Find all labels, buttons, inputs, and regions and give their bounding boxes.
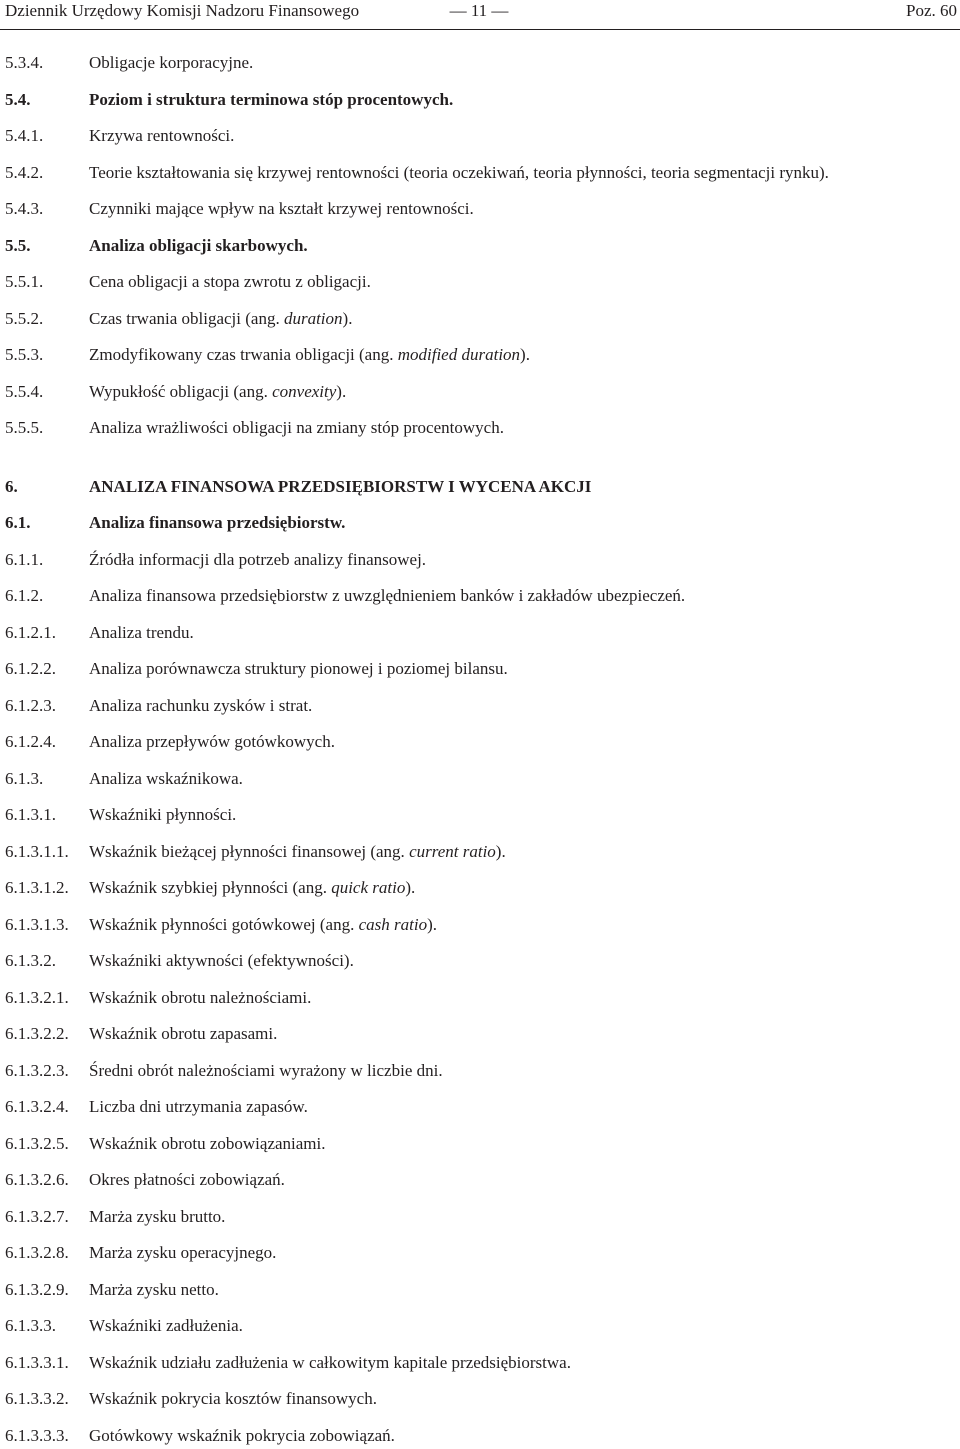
- item-title-text: Wskaźniki płynności.: [89, 805, 237, 824]
- item-title: [89, 474, 591, 500]
- item-title: [89, 1204, 225, 1230]
- list-item: [0, 415, 960, 441]
- item-title: [89, 729, 335, 755]
- list-item: [0, 1277, 960, 1303]
- item-title-text: Wskaźnik obrotu zobowiązaniami.: [89, 1134, 326, 1153]
- item-number: 5.5.: [5, 236, 31, 255]
- item-title: [89, 1313, 243, 1339]
- item-title-text: Wskaźnik udziału zadłużenia w całkowitym kapitale przedsiębiorstwa.: [89, 1353, 571, 1372]
- item-title: [89, 123, 234, 149]
- item-title: [89, 802, 236, 828]
- item-title: [89, 1167, 285, 1193]
- item-title-text: Analiza wskaźnikowa.: [89, 769, 243, 788]
- item-title-text: Analiza finansowa przedsiębiorstw.: [89, 513, 346, 532]
- list-item: [0, 1350, 960, 1376]
- item-title: [89, 160, 829, 186]
- item-title-text: Okres płatności zobowiązań.: [89, 1170, 285, 1189]
- item-title-suffix: ).: [342, 309, 353, 328]
- item-number: 6.1.3.1.2.: [5, 878, 69, 897]
- item-title-text: Analiza trendu.: [89, 623, 194, 642]
- item-title-text: Analiza finansowa przedsiębiorstw z uwzględnieniem banków i zakładów ubezpieczeń.: [89, 586, 686, 605]
- item-title: [89, 415, 504, 441]
- header-rule: [0, 29, 960, 30]
- item-title-text: Wskaźnik płynności gotówkowej (ang.: [89, 915, 359, 934]
- list-item: [0, 583, 960, 609]
- item-title-term: quick ratio: [331, 878, 406, 897]
- list-item: [0, 766, 960, 792]
- item-number: 5.4.1.: [5, 126, 44, 145]
- item-number: 6.1.3.: [5, 769, 44, 788]
- item-number: 6.1.3.2.7.: [5, 1207, 69, 1226]
- item-title-text: Poziom i struktura terminowa stóp procentowych.: [89, 90, 454, 109]
- list-item: [0, 1021, 960, 1047]
- item-title: [89, 985, 311, 1011]
- list-item: [0, 693, 960, 719]
- list-item: [0, 1386, 960, 1412]
- item-title-suffix: ).: [405, 878, 416, 897]
- item-number: 6.1.2.: [5, 586, 44, 605]
- item-title-text: Wskaźnik obrotu zapasami.: [89, 1024, 278, 1043]
- item-title-suffix: ).: [336, 382, 347, 401]
- item-title-text: Analiza porównawcza struktury pionowej i poziomej bilansu.: [89, 659, 508, 678]
- item-title: [89, 196, 474, 222]
- item-number: 6.1.3.2.4.: [5, 1097, 69, 1116]
- list-item: [0, 729, 960, 755]
- item-title-text: Wskaźnik obrotu należnościami.: [89, 988, 312, 1007]
- list-item: [0, 1204, 960, 1230]
- item-title: [89, 948, 354, 974]
- item-title-text: Analiza przepływów gotówkowych.: [89, 732, 335, 751]
- list-item: [0, 802, 960, 828]
- item-title-text: Wskaźniki aktywności (efektywności).: [89, 951, 354, 970]
- item-number: 6.1.3.2.2.: [5, 1024, 69, 1043]
- position-number: Poz. 60: [906, 1, 957, 20]
- item-title-text: Analiza obligacji skarbowych.: [89, 236, 308, 255]
- item-title: [89, 620, 194, 646]
- item-number: 5.4.: [5, 90, 31, 109]
- item-number: 6.1.3.2.6.: [5, 1170, 69, 1189]
- item-number: 6.1.3.3.: [5, 1316, 56, 1335]
- list-item: [0, 1313, 960, 1339]
- list-item: [0, 342, 960, 368]
- item-title: [89, 693, 312, 719]
- list-item: [0, 547, 960, 573]
- item-title: [89, 656, 508, 682]
- item-title-term: current ratio: [409, 842, 496, 861]
- item-number: 5.5.4.: [5, 382, 44, 401]
- list-item: [0, 474, 960, 500]
- list-item: [0, 379, 960, 405]
- list-item: [0, 1131, 960, 1157]
- item-number: 6.1.3.2.3.: [5, 1061, 69, 1080]
- item-number: 6.1.3.2.8.: [5, 1243, 69, 1262]
- list-item: [0, 656, 960, 682]
- item-number: 6.1.: [5, 513, 31, 532]
- item-number: 5.5.1.: [5, 272, 44, 291]
- journal-title: Dziennik Urzędowy Komisji Nadzoru Finansowego: [5, 1, 360, 20]
- item-title-text: Wskaźnik szybkiej płynności (ang.: [89, 878, 332, 897]
- item-number: 5.4.3.: [5, 199, 44, 218]
- item-title-text: ANALIZA FINANSOWA PRZEDSIĘBIORSTW I WYCENA AKCJI: [89, 477, 592, 496]
- list-item: [0, 123, 960, 149]
- item-title: [89, 1094, 308, 1120]
- item-title-suffix: ).: [427, 915, 437, 934]
- item-number: 5.3.4.: [5, 53, 44, 72]
- item-title-text: Wskaźniki zadłużenia.: [89, 1316, 243, 1335]
- item-title-text: Marża zysku brutto.: [89, 1207, 226, 1226]
- item-title: [89, 839, 506, 865]
- item-title-text: Średni obrót należnościami wyrażony w liczbie dni.: [89, 1061, 443, 1080]
- item-title: [89, 1423, 395, 1449]
- item-number: 6.1.2.4.: [5, 732, 56, 751]
- item-title-text: Zmodyfikowany czas trwania obligacji (ang.: [89, 345, 398, 364]
- list-item: [0, 912, 960, 938]
- list-item: [0, 985, 960, 1011]
- item-title: [89, 1386, 377, 1412]
- list-item: [0, 948, 960, 974]
- item-number: 6.1.3.3.1.: [5, 1353, 69, 1372]
- list-item: [0, 620, 960, 646]
- item-title: [89, 875, 415, 901]
- list-item: [0, 1423, 960, 1449]
- item-title: [89, 766, 243, 792]
- list-item: [0, 1167, 960, 1193]
- page-header: [0, 0, 960, 30]
- item-number: 6.1.3.2.5.: [5, 1134, 69, 1153]
- list-item: [0, 510, 960, 536]
- item-title: [89, 379, 346, 405]
- item-title-text: Gotówkowy wskaźnik pokrycia zobowiązań.: [89, 1426, 395, 1445]
- item-title-text: Wskaźnik bieżącej płynności finansowej (ang.: [89, 842, 410, 861]
- item-title: [89, 1277, 219, 1303]
- item-number: 5.4.2.: [5, 163, 44, 182]
- item-title-text: Cena obligacji a stopa zwrotu z obligacji.: [89, 272, 371, 291]
- list-item: [0, 196, 960, 222]
- item-title: [89, 1058, 443, 1084]
- item-title-text: Analiza wrażliwości obligacji na zmiany stóp procentowych.: [89, 418, 504, 437]
- item-number: 6.1.3.1.3.: [5, 915, 69, 934]
- list-item: [0, 1094, 960, 1120]
- item-title-term: duration: [283, 309, 343, 328]
- item-title-text: Marża zysku operacyjnego.: [89, 1243, 277, 1262]
- item-title: [89, 1240, 276, 1266]
- item-title-text: Czas trwania obligacji (ang.: [89, 309, 284, 328]
- item-title: [89, 50, 253, 76]
- list-item: [0, 87, 960, 113]
- item-title: [89, 306, 352, 332]
- item-title: [89, 510, 345, 536]
- item-title: [89, 1350, 571, 1376]
- item-title-text: Krzywa rentowności.: [89, 126, 235, 145]
- item-number: 6.1.3.1.1.: [5, 842, 69, 861]
- item-title: [89, 342, 530, 368]
- list-item: [0, 50, 960, 76]
- item-title-text: Czynniki mające wpływ na kształt krzywej rentowności.: [89, 199, 474, 218]
- item-title: [89, 547, 426, 573]
- item-title-text: Wypukłość obligacji (ang.: [89, 382, 273, 401]
- list-item: [0, 1240, 960, 1266]
- item-title-term: cash ratio: [358, 915, 428, 934]
- list-item: [0, 306, 960, 332]
- item-number: 6.1.2.2.: [5, 659, 56, 678]
- item-number: 5.5.2.: [5, 309, 44, 328]
- list-item: [0, 1058, 960, 1084]
- item-number: 6.1.3.2.9.: [5, 1280, 69, 1299]
- item-title: [89, 269, 371, 295]
- item-number: 6.1.1.: [5, 550, 44, 569]
- item-number: 6.1.2.1.: [5, 623, 56, 642]
- item-title: [89, 233, 308, 259]
- item-number: 6.1.3.2.1.: [5, 988, 69, 1007]
- item-number: 5.5.5.: [5, 418, 44, 437]
- item-number: 6.1.2.3.: [5, 696, 56, 715]
- item-title: [89, 1021, 277, 1047]
- item-title-term: modified duration: [397, 345, 521, 364]
- item-title-text: Analiza rachunku zysków i strat.: [89, 696, 313, 715]
- list-item: [0, 160, 960, 186]
- item-title-text: Wskaźnik pokrycia kosztów finansowych.: [89, 1389, 377, 1408]
- item-number: 6.1.3.3.2.: [5, 1389, 69, 1408]
- item-title-suffix: ).: [495, 842, 506, 861]
- item-title-text: Marża zysku netto.: [89, 1280, 219, 1299]
- item-number: 6.: [5, 477, 18, 496]
- item-title-text: Liczba dni utrzymania zapasów.: [89, 1097, 308, 1116]
- item-title: [89, 87, 453, 113]
- list-item: [0, 269, 960, 295]
- item-title-text: Obligacje korporacyjne.: [89, 53, 254, 72]
- item-title-text: Źródła informacji dla potrzeb analizy finansowej.: [89, 550, 427, 569]
- item-title-text: Teorie kształtowania się krzywej rentowności (teoria oczekiwań, teoria płynności, teoria segmentacji rynku).: [89, 163, 829, 182]
- item-number: 6.1.3.2.: [5, 951, 56, 970]
- list-item: [0, 875, 960, 901]
- item-title: [89, 583, 685, 609]
- item-title: [89, 1131, 326, 1157]
- item-number: 6.1.3.1.: [5, 805, 56, 824]
- list-item: [0, 839, 960, 865]
- item-number: 6.1.3.3.3.: [5, 1426, 69, 1445]
- item-title: [89, 912, 437, 938]
- item-title-term: convexity: [272, 382, 337, 401]
- item-title-suffix: ).: [520, 345, 530, 364]
- list-item: [0, 233, 960, 259]
- page-number: — 11 —: [449, 1, 509, 20]
- item-number: 5.5.3.: [5, 345, 44, 364]
